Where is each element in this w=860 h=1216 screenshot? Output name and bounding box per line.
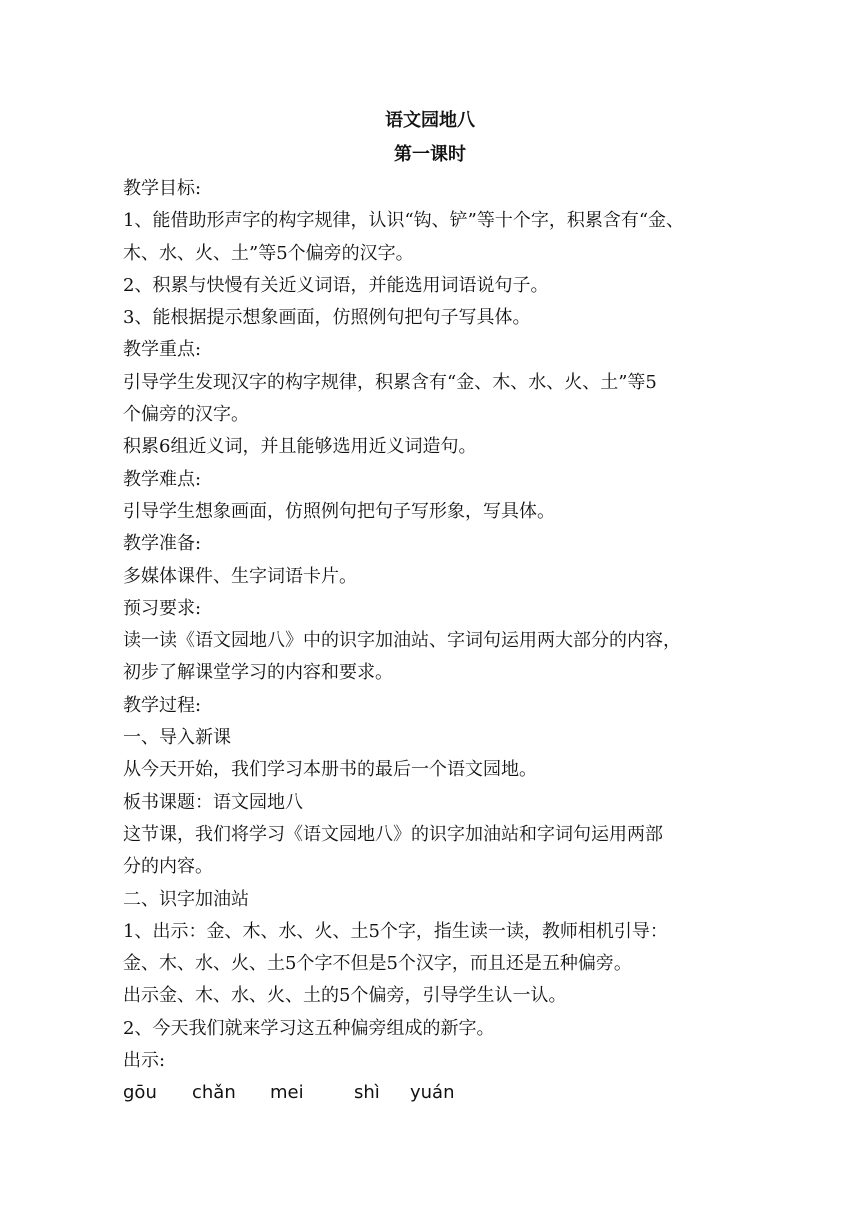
body-line: 读一读《语文园地八》中的识字加油站、字词句运用两大部分的内容， xyxy=(123,630,681,652)
body-line: 木、水、火、土”等5个偏旁的汉字。 xyxy=(123,242,414,264)
pinyin-row xyxy=(123,1077,753,1109)
document-subtitle: 第一课时 xyxy=(394,144,466,165)
pinyin-syllable: gōu xyxy=(123,1082,157,1104)
section-heading-objectives: 教学目标: xyxy=(123,178,202,199)
body-line: 出示金、木、水、火、土的5个偏旁，引导学生认一认。 xyxy=(123,985,567,1007)
body-line: 出示: xyxy=(123,1050,166,1072)
body-line: 2、积累与快慢有关近义词语，并能选用词语说句子。 xyxy=(123,274,549,296)
pinyin-syllable: yuán xyxy=(410,1082,455,1104)
body-line: 积累6组近义词，并且能够选用近义词造句。 xyxy=(123,436,477,458)
body-line: 分的内容。 xyxy=(123,856,213,878)
body-line: 多媒体课件、生字词语卡片。 xyxy=(123,565,357,587)
section-heading-preparation: 教学准备: xyxy=(123,533,202,555)
pinyin-syllable: mei xyxy=(270,1082,304,1104)
subsection-heading-intro: 一、导入新课 xyxy=(123,727,231,749)
body-line: 板书课题：语文园地八 xyxy=(123,791,303,813)
body-line: 引导学生想象画面，仿照例句把句子写形象，写具体。 xyxy=(123,500,555,522)
section-heading-process: 教学过程: xyxy=(123,694,202,716)
body-line: 个偏旁的汉字。 xyxy=(123,404,249,426)
body-line: 从今天开始，我们学习本册书的最后一个语文园地。 xyxy=(123,759,537,781)
body-line: 1、出示：金、木、水、火、土5个字，指生读一读，教师相机引导： xyxy=(123,920,668,942)
body-line: 3、能根据提示想象画面，仿照例句把句子写具体。 xyxy=(123,307,531,329)
pinyin-syllable: chǎn xyxy=(192,1082,236,1104)
document-body xyxy=(123,173,753,1110)
section-heading-difficulties: 教学难点: xyxy=(123,468,202,490)
body-line: 初步了解课堂学习的内容和要求。 xyxy=(123,662,393,684)
body-line: 金、木、水、火、土5个字不但是5个汉字，而且还是五种偏旁。 xyxy=(123,953,632,975)
subsection-heading-literacy: 二、识字加油站 xyxy=(123,888,249,910)
section-heading-preview: 预习要求: xyxy=(123,597,202,619)
pinyin-syllable: shì xyxy=(354,1082,380,1104)
body-line: 1、能借助形声字的构字规律，认识“钩、铲”等十个字，积累含有“金、 xyxy=(123,210,685,232)
body-line: 引导学生发现汉字的构字规律，积累含有“金、木、水、火、土”等5 xyxy=(123,371,657,393)
body-line: 2、今天我们就来学习这五种偏旁组成的新字。 xyxy=(123,1017,495,1039)
body-line: 这节课，我们将学习《语文园地八》的识字加油站和字词句运用两部 xyxy=(123,823,663,845)
section-heading-key-points: 教学重点: xyxy=(123,339,202,361)
document-title: 语文园地八 xyxy=(385,110,475,131)
